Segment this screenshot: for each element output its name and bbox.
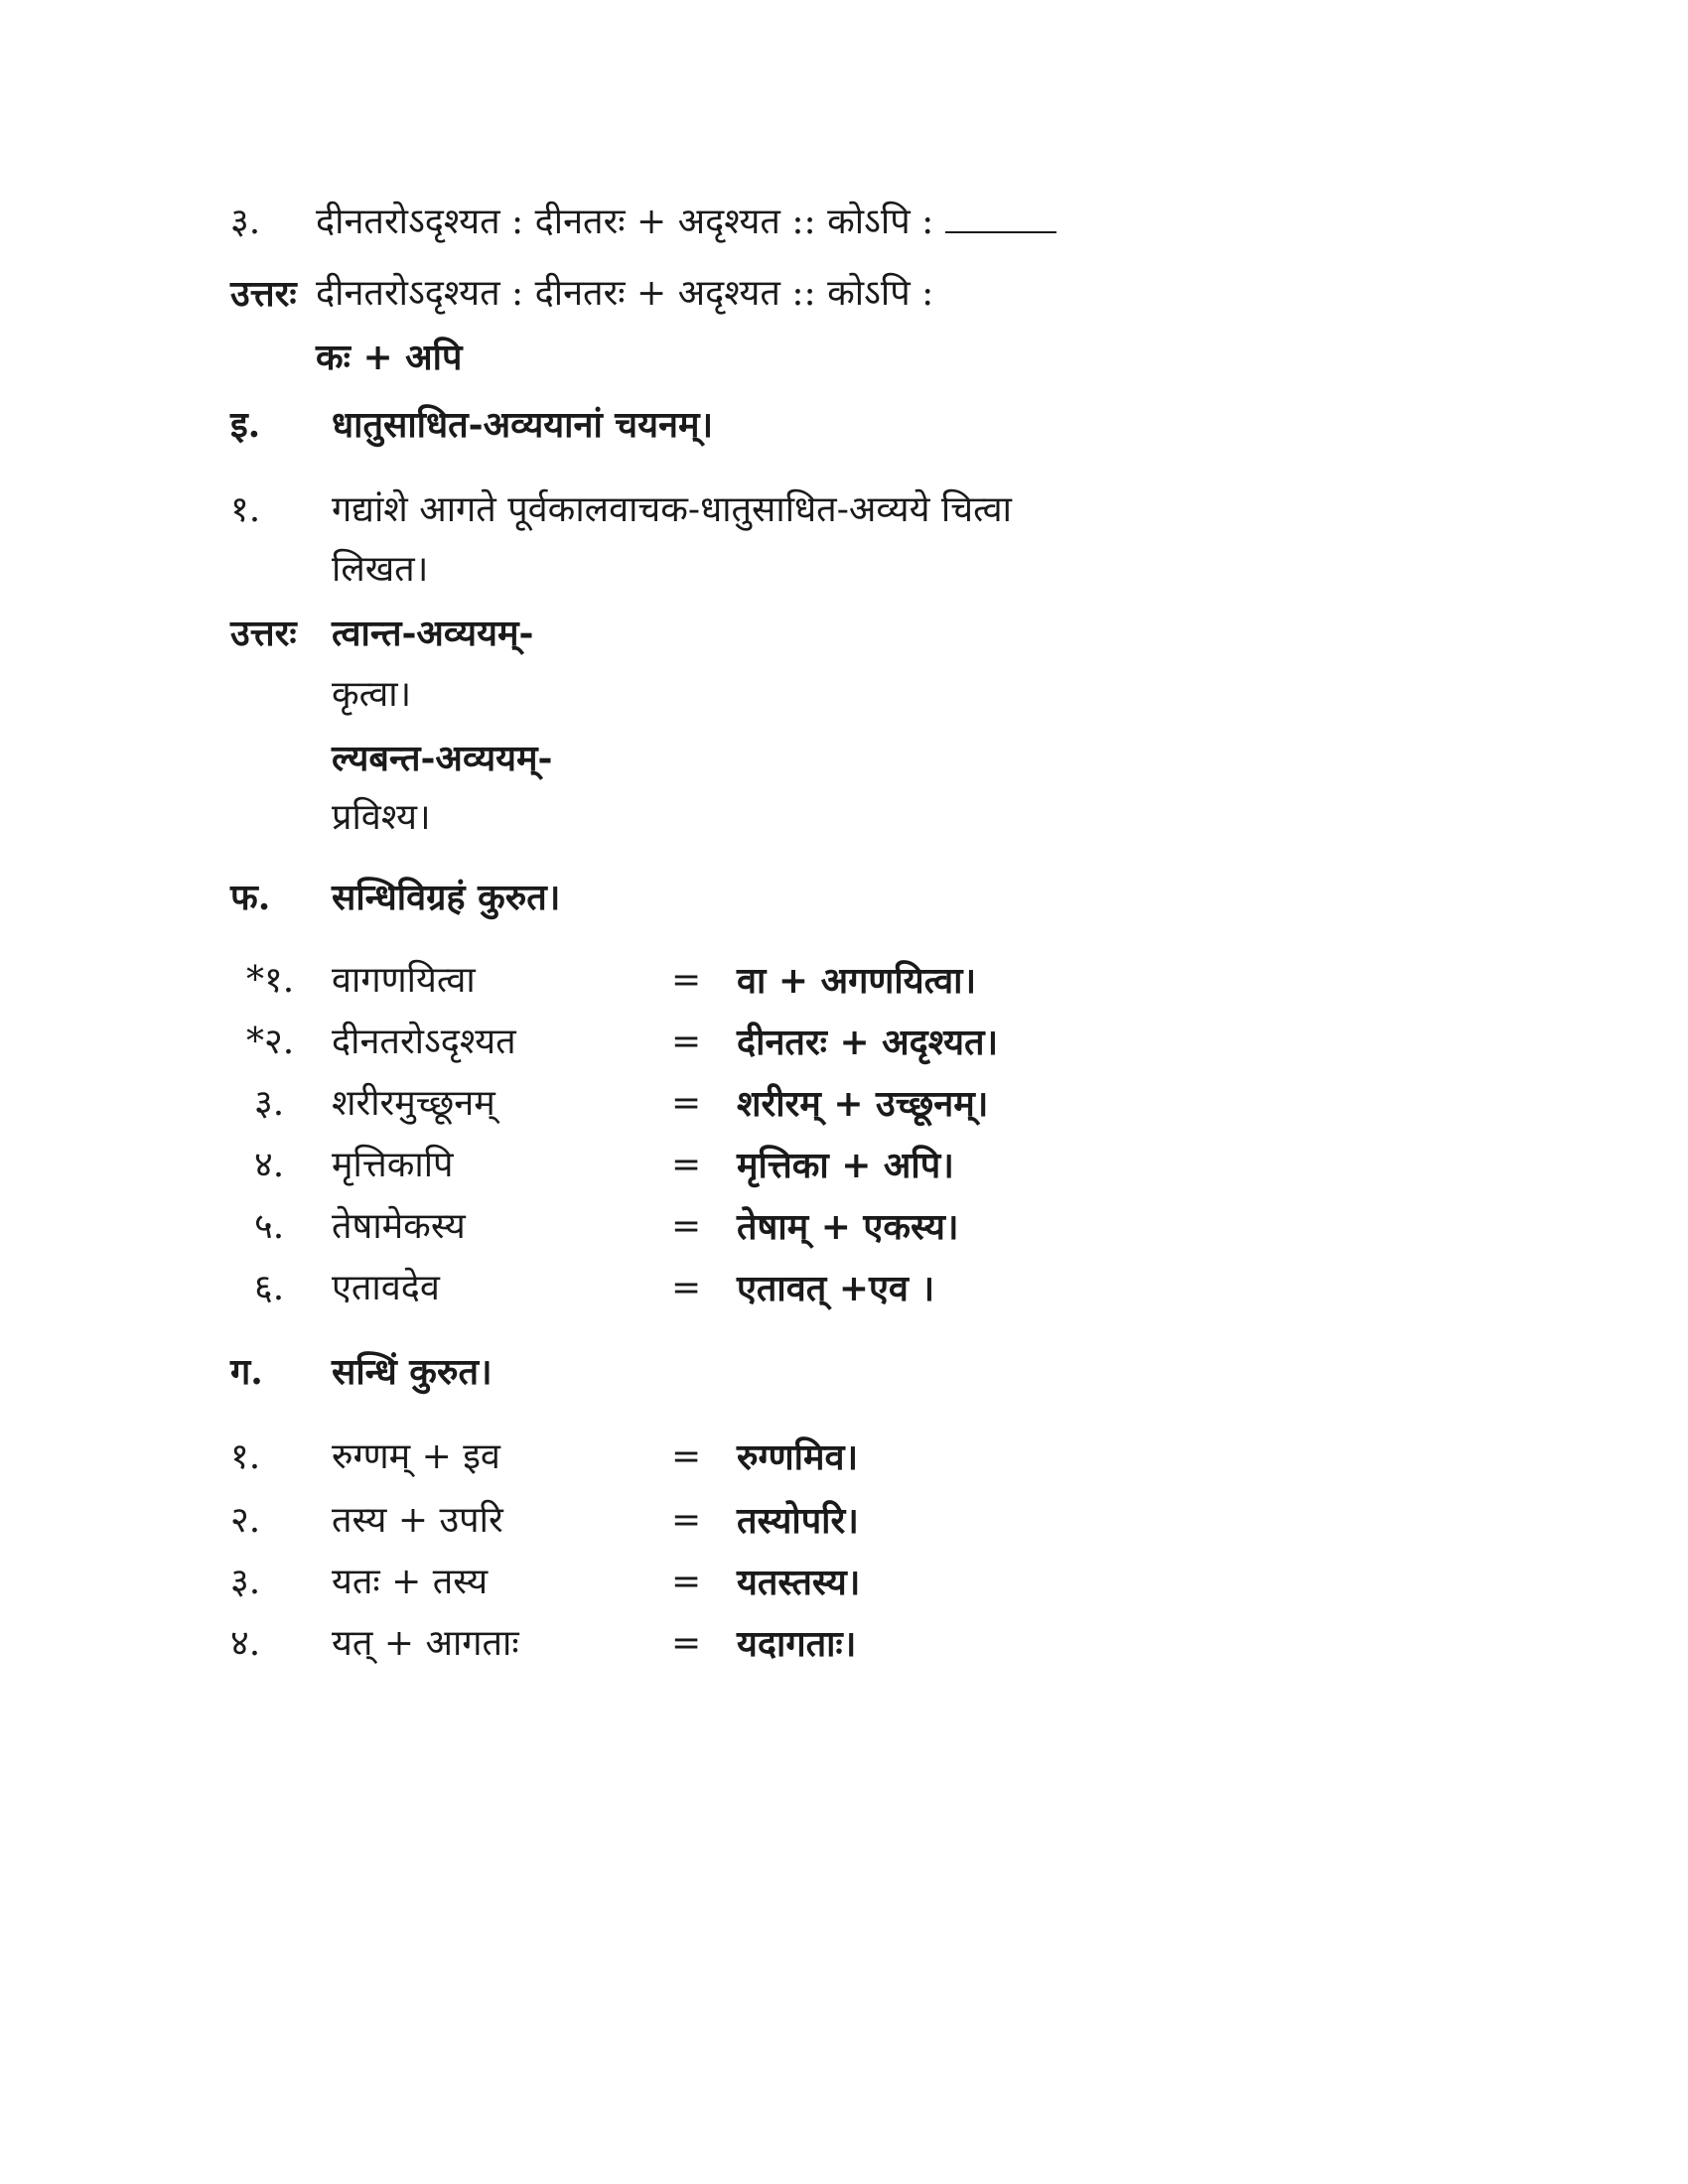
item-result: दीनतरः + अदृश्यत। [737,1022,999,1063]
answer-label: उत्तरः [230,613,297,654]
equals-sign: = [671,1145,702,1185]
answer-heading-ktva: त्वान्त-अव्ययम्- [332,613,534,654]
equals-sign: = [671,1206,702,1247]
section-title: सन्धिविग्रहं कुरुत। [332,877,561,918]
item-word: वागणयित्वा [332,960,476,1001]
answer-value-ktva: कृत्वा। [332,674,412,715]
equals-sign: = [671,1083,702,1124]
answer-text: दीनतरोऽदृश्यत : दीनतरः + अदृश्यत :: कोऽपि : [316,273,934,314]
equals-sign: = [671,1268,702,1308]
item-number: ४. [230,1623,261,1664]
section-title: सन्धिं कुरुत। [332,1351,492,1393]
equals-sign: = [671,1562,702,1602]
answer-text-line2: कः + अपि [316,337,463,378]
item-number: १. [230,1436,261,1477]
item-result: तेषाम् + एकस्य। [737,1206,959,1248]
answer-heading-lyap: ल्यबन्त-अव्ययम्- [332,738,553,779]
item-word: मृत्तिकापि [332,1145,454,1185]
item-result: वा + अगणयित्वा। [737,960,977,1002]
item-word: दीनतरोऽदृश्यत [332,1022,516,1062]
item-number: *१. [246,960,295,1001]
item-result: एतावत् +एव । [737,1268,935,1309]
item-word: यत् + आगताः [332,1623,519,1664]
item-word: तेषामेकस्य [332,1206,466,1247]
item-number: २. [230,1500,261,1541]
item-word: यतः + तस्य [332,1562,489,1602]
question-text-line2: लिखत। [332,549,429,590]
equals-sign: = [671,1022,702,1062]
section-label: इ. [230,404,261,446]
item-number: ३. [254,1083,285,1124]
section-title: धातुसाधित-अव्ययानां चयनम्। [332,404,714,446]
equals-sign: = [671,1500,702,1541]
equals-sign: = [671,960,702,1001]
item-number: ६. [254,1268,285,1308]
item-number: ४. [254,1145,285,1185]
answer-value-lyap: प्रविश्य। [332,797,431,838]
question-number: १. [230,489,261,530]
item-number: ५. [254,1206,285,1247]
item-result: यदागताः। [737,1623,857,1665]
item-word: रुग्णम् + इव [332,1436,500,1477]
section-label: ग. [230,1351,263,1393]
equals-sign: = [671,1436,702,1477]
item-word: शरीरमुच्छूनम् [332,1083,495,1124]
item-result: शरीरम् + उच्छूनम्। [737,1083,989,1125]
item-word: तस्य + उपरि [332,1500,503,1541]
item-number: *२. [246,1022,295,1062]
section-label: फ. [230,877,271,918]
answer-label: उत्तरः [230,273,297,315]
equals-sign: = [671,1623,702,1664]
question-text: गद्यांशे आगते पूर्वकालवाचक-धातुसाधित-अव्यये चित्वा [332,489,1012,530]
item-result: रुग्णमिव। [737,1436,859,1478]
item-result: मृत्तिका + अपि। [737,1145,954,1186]
question-text-content: दीनतरोऽदृश्यत : दीनतरः + अदृश्यत :: कोऽपि : [316,202,934,242]
question-text [316,199,1056,246]
question-number: ३. [230,202,261,242]
item-number: ३. [230,1562,261,1602]
item-result: यतस्तस्य। [737,1562,861,1603]
item-result: तस्योपरि। [737,1500,859,1542]
answer-blank [945,231,1056,233]
item-word: एतावदेव [332,1268,440,1308]
